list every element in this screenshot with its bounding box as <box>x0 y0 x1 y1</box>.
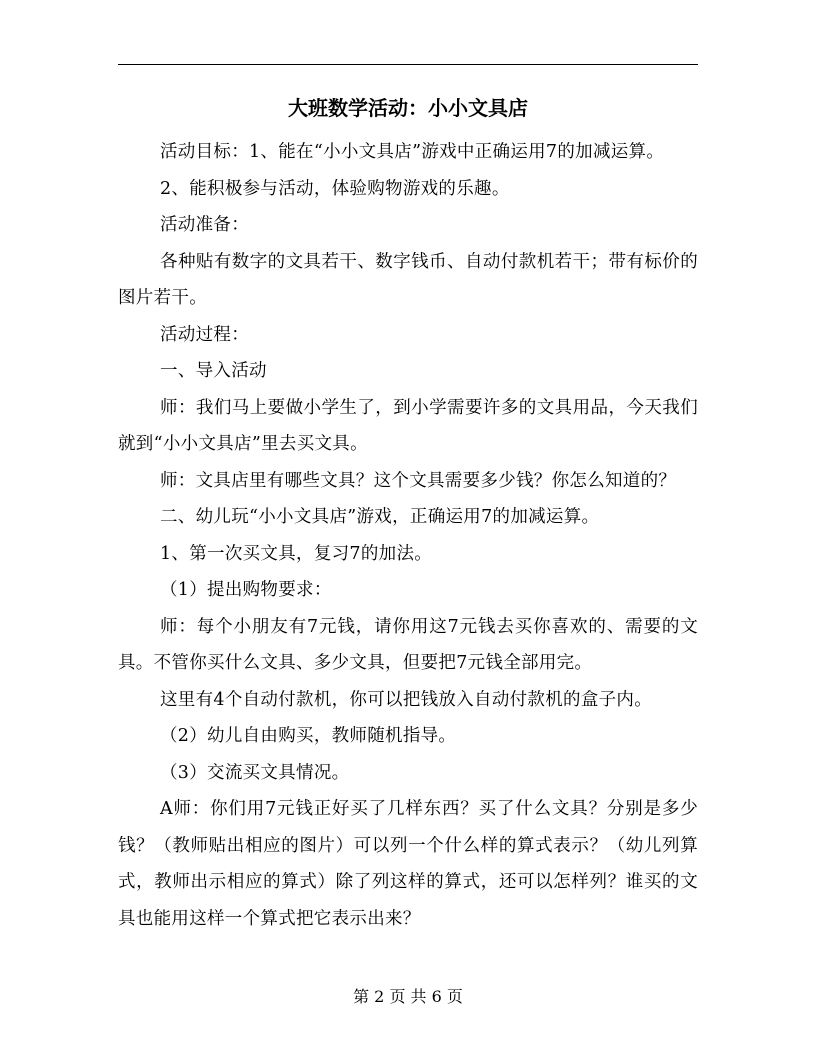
paragraph: 师：每个小朋友有7元钱，请你用这7元钱去买你喜欢的、需要的文具。不管你买什么文具、多少文具，但要把7元钱全部用完。 <box>118 616 698 673</box>
paragraph: 师：我们马上要做小学生了，到小学需要许多的文具用品，今天我们就到“小小文具店”里去买文具。 <box>118 397 698 454</box>
paragraph: 活动准备： <box>160 215 249 235</box>
paragraph: 2、能积极参与活动，体验购物游戏的乐趣。 <box>160 178 510 199</box>
paragraph: 活动过程： <box>160 324 249 345</box>
page-footer: 第 2 页 共 6 页 <box>353 987 463 1006</box>
paragraph: （1）提出购物要求： <box>160 580 332 600</box>
header-rule <box>118 64 698 65</box>
paragraph: 1、第一次买文具，复习7的加法。 <box>160 543 433 564</box>
paragraph: 活动目标：1、能在“小小文具店”游戏中正确运用7的加减运算。 <box>160 142 665 162</box>
paragraph: （2）幼儿自由购买，教师随机指导。 <box>160 726 457 746</box>
paragraph: 各种贴有数字的文具若干、数字钱币、自动付款机若干；带有标价的图片若干。 <box>118 251 698 308</box>
paragraph: A师：你们用7元钱正好买了几样东西？买了什么文具？分别是多少钱？（教师贴出相应的图片）可以列一个什么样的算式表示？（幼儿列算式，教师出示相应的算式）除了列这样的算式，还可以怎样列？谁买的文具也能用这样一个算式把它表示出来？ <box>118 799 698 929</box>
paragraph: 一、导入活动 <box>160 361 267 381</box>
paragraph: 这里有4个自动付款机，你可以把钱放入自动付款机的盒子内。 <box>160 689 653 710</box>
paragraph: 二、幼儿玩“小小文具店”游戏，正确运用7的加减运算。 <box>160 507 600 527</box>
paragraph: 师：文具店里有哪些文具？这个文具需要多少钱？你怎么知道的？ <box>160 470 677 491</box>
paragraph: （3）交流买文具情况。 <box>160 762 350 783</box>
document-body <box>118 134 698 937</box>
document-title: 大班数学活动：小小文具店 <box>288 96 528 120</box>
